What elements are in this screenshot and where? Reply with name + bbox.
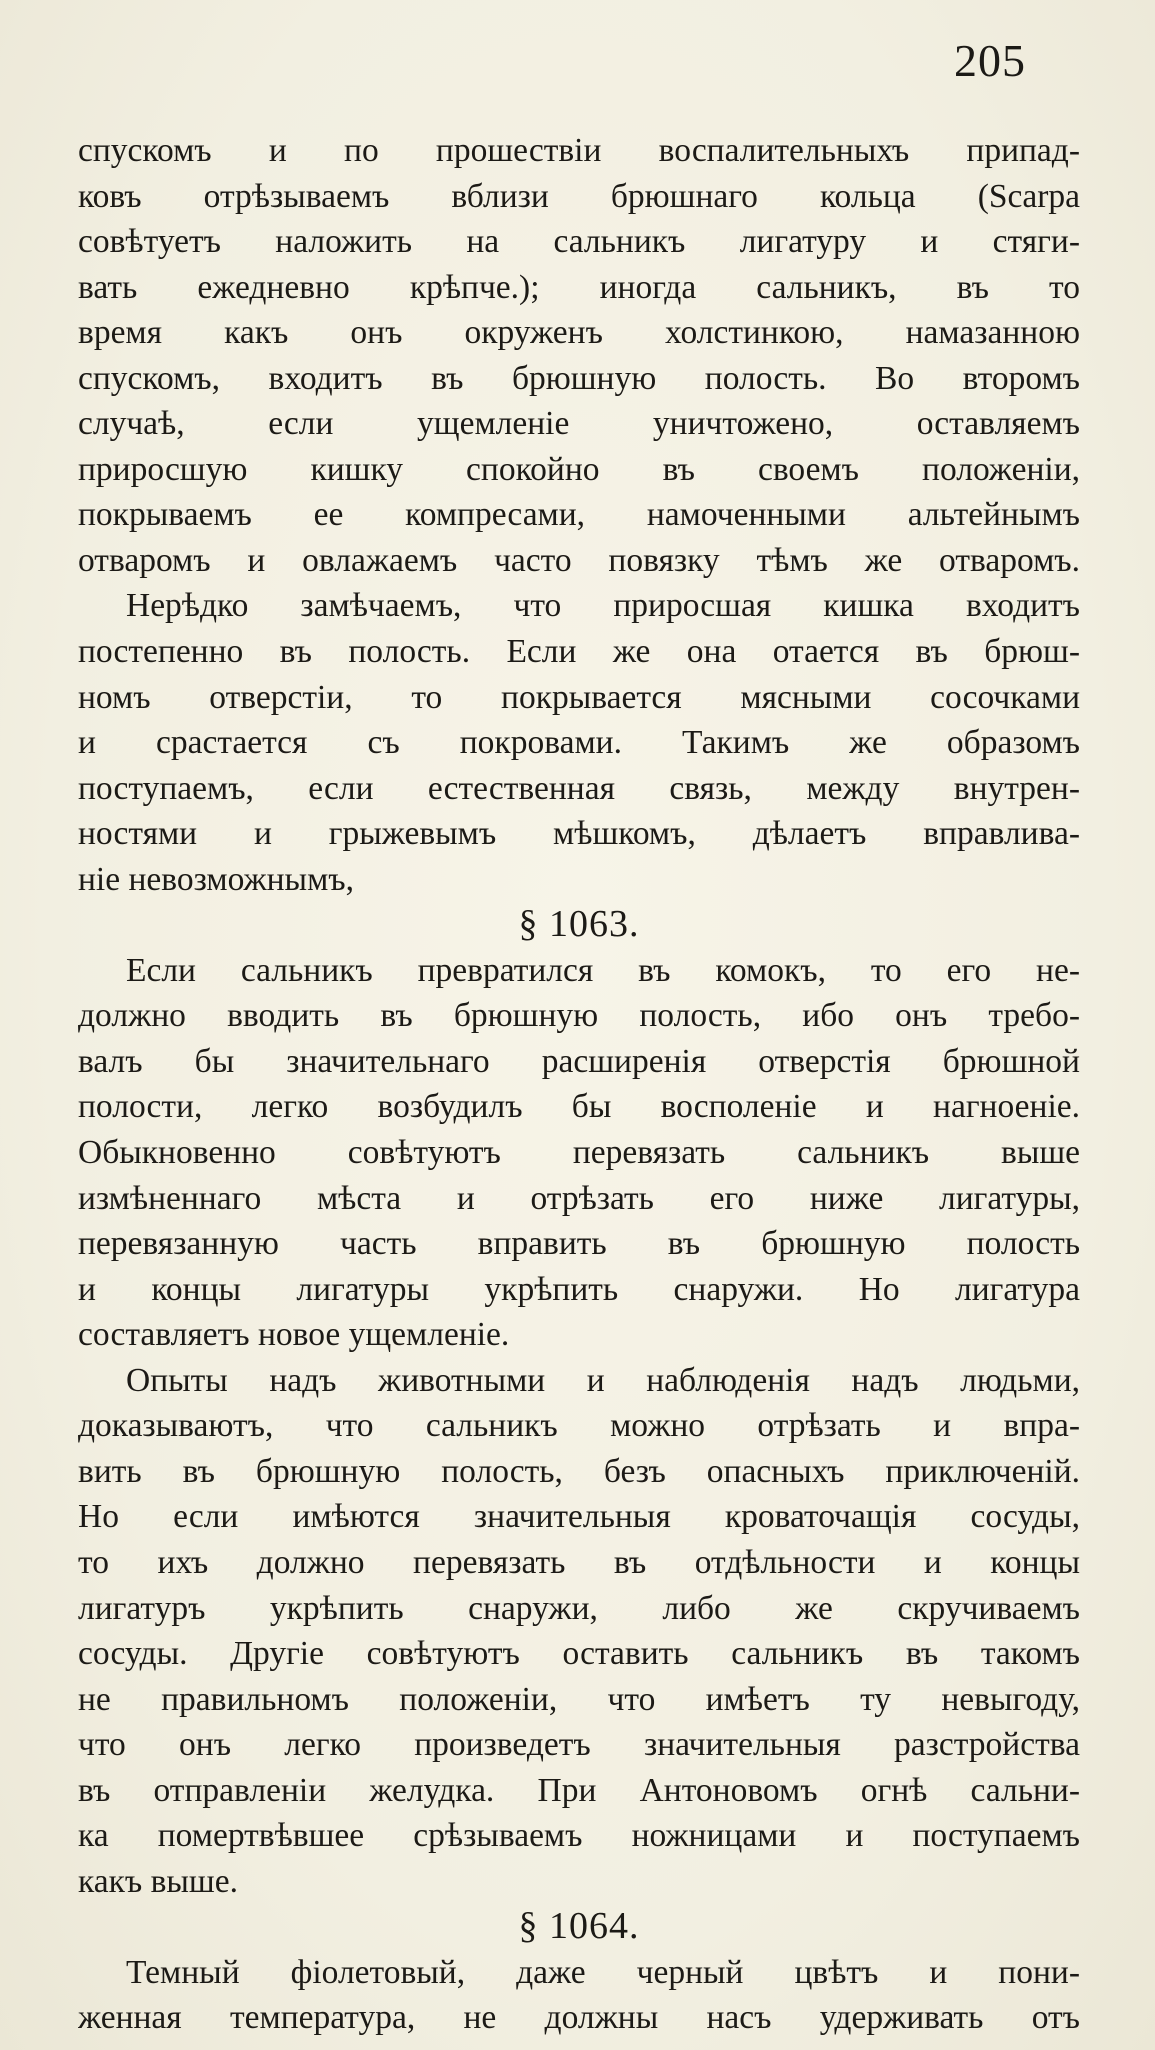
text-line: спускомъ и по прошествіи воспалительныхъ припад- bbox=[78, 132, 1080, 169]
text-line: поступаемъ, если естественная связь, между внутрен- bbox=[78, 769, 1080, 807]
text-line: время какъ онъ окруженъ холстинкою, намазанною bbox=[78, 314, 1080, 352]
text-line: ностями и грыжевымъ мѣшкомъ, дѣлаетъ вправлива- bbox=[78, 815, 1080, 853]
text-line: то ихъ должно перевязать въ отдѣльности и концы bbox=[78, 1543, 1080, 1581]
text-line: доказываютъ, что сальникъ можно отрѣзать и впра- bbox=[78, 1407, 1080, 1445]
text-line: сосуды. Другіе совѣтуютъ оставить сальникъ въ такомъ bbox=[78, 1635, 1080, 1673]
text-line: вить въ брюшную полость, безъ опасныхъ приключеній. bbox=[78, 1452, 1080, 1490]
text-line: не правильномъ положеніи, что имѣетъ ту невыгоду, bbox=[78, 1680, 1080, 1718]
text-line: номъ отверстіи, то покрывается мясными сосочками bbox=[78, 678, 1080, 716]
text-line: Но если имѣются значительныя кроваточащія сосуды, bbox=[78, 1498, 1080, 1536]
text-line: вать ежедневно крѣпче.); иногда сальникъ, въ то bbox=[78, 268, 1080, 306]
text-line: какъ выше. bbox=[78, 1862, 238, 1900]
text-line: валъ бы значительнаго расширенія отверстія брюшной bbox=[78, 1042, 1080, 1080]
text-line: Опыты надъ животными и наблюденія надъ людьми, bbox=[126, 1361, 1080, 1399]
text-line: ковъ отрѣзываемъ вблизи брюшнаго кольца (Scarpa bbox=[78, 177, 1080, 215]
text-line: Нерѣдко замѣчаемъ, что приросшая кишка входитъ bbox=[126, 587, 1080, 625]
text-line: измѣненнаго мѣста и отрѣзать его ниже лигатуры, bbox=[78, 1179, 1080, 1217]
text-line: постепенно въ полость. Если же она отается въ брюш- bbox=[78, 633, 1080, 671]
text-line: въ отправленіи желудка. При Антоновомъ огнѣ сальни- bbox=[78, 1771, 1080, 1809]
page-number: 205 bbox=[954, 35, 1026, 86]
text-line: случаѣ, если ущемленіе уничтожено, оставляемъ bbox=[78, 405, 1080, 443]
text-line: составляетъ новое ущемленіе. bbox=[78, 1316, 510, 1354]
text-line: и концы лигатуры укрѣпить снаружи. Но лигатура bbox=[78, 1270, 1080, 1308]
text-line: и срастается съ покровами. Такимъ же образомъ bbox=[78, 724, 1080, 762]
text-line: должно вводить въ брюшную полость, ибо онъ требо- bbox=[78, 997, 1080, 1035]
text-line: ка помертвѣвшее срѣзываемъ ножницами и поступаемъ bbox=[78, 1817, 1080, 1855]
text-line: отваромъ и овлажаемъ часто повязку тѣмъ же отваромъ. bbox=[78, 541, 1080, 579]
section-heading: § 1063. bbox=[518, 903, 640, 946]
text-line: Обыкновенно совѣтуютъ перевязать сальникъ выше bbox=[78, 1134, 1080, 1172]
text-line: спускомъ, входитъ въ брюшную полость. Во второмъ bbox=[78, 359, 1080, 397]
text-line: Темный фіолетовый, даже черный цвѣтъ и пони- bbox=[126, 1953, 1080, 1991]
text-line: перевязанную часть вправить въ брюшную полость bbox=[78, 1225, 1080, 1263]
body-text bbox=[78, 128, 1080, 2041]
section-heading: § 1064. bbox=[518, 1905, 640, 1948]
text-line: покрываемъ ее компресами, намоченными альтейнымъ bbox=[78, 496, 1080, 534]
text-line: приросшую кишку спокойно въ своемъ положеніи, bbox=[78, 450, 1080, 488]
text-line: Если сальникъ превратился въ комокъ, то его не- bbox=[126, 951, 1080, 989]
text-line: лигатуръ укрѣпить снаружи, либо же скручиваемъ bbox=[78, 1589, 1080, 1627]
text-line: ніе невозможнымъ, bbox=[78, 860, 354, 898]
text-line: полости, легко возбудилъ бы восполеніе и нагноеніе. bbox=[78, 1088, 1080, 1126]
text-line: что онъ легко произведетъ значительныя разстройства bbox=[78, 1726, 1080, 1764]
text-line: совѣтуетъ наложить на сальникъ лигатуру и стяги- bbox=[78, 223, 1080, 261]
text-line: женная температура, не должны насъ удерживать отъ bbox=[78, 1999, 1080, 2037]
